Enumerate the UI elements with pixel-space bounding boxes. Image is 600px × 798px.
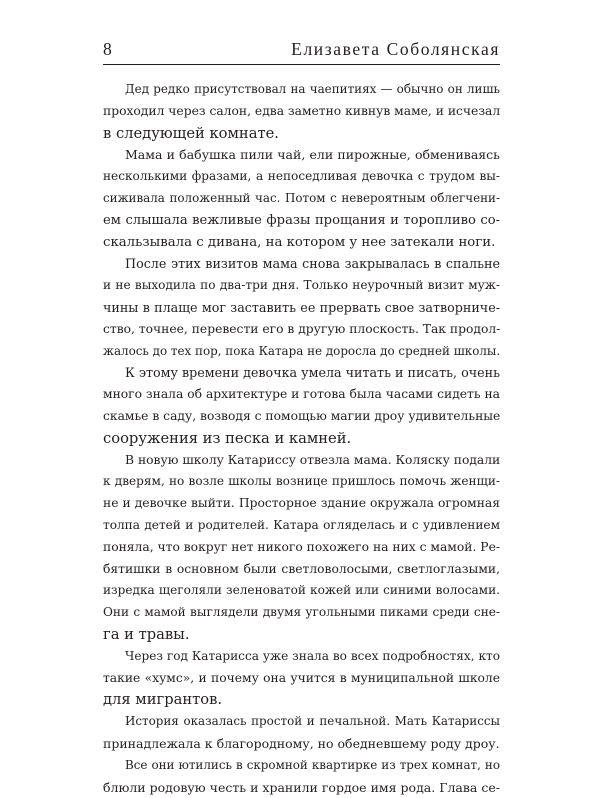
text-line: и не выходила по два-три дня. Только неурочный визит муж-	[103, 275, 500, 297]
text-line: несколькими фразами, а непоседливая девочка с трудом вы-	[103, 166, 500, 188]
paragraph	[103, 144, 500, 253]
text-line: Мама и бабушка пили чай, ели пирожные, обмениваясь	[103, 144, 500, 166]
text-line: Дед редко присутствовал на чаепитиях — обычно он лишь	[103, 79, 500, 101]
text-line: К этому времени девочка умела читать и писать, очень	[103, 362, 500, 384]
paragraph	[103, 79, 500, 144]
text-line: ем слышала вежливые фразы прощания и торопливо со-	[103, 210, 500, 232]
text-line: толпа детей и родителей. Катара огляделась и с удивлением	[103, 515, 500, 537]
text-line: чины в плаще мог заставить ее прервать свое затворниче-	[103, 297, 500, 319]
text-line: проходил через салон, едва заметно кивнув маме, и исчезал	[103, 101, 500, 123]
paragraph	[103, 450, 500, 646]
text-line: для мигрантов.	[103, 689, 500, 711]
text-line: скальзывала с дивана, на котором у нее затекали ноги.	[103, 232, 500, 254]
page-number: 8	[103, 38, 112, 60]
text-line: не и девочке выйти. Просторное здание окружала огромная	[103, 493, 500, 515]
paragraph	[103, 711, 500, 755]
running-title: Елизавета Соболянская	[291, 38, 500, 60]
page-header	[103, 38, 500, 65]
text-line: принадлежала к благородному, но обедневшему роду дроу.	[103, 733, 500, 755]
text-line: сооружения из песка и камней.	[103, 428, 500, 450]
text-line: скамье в саду, возводя с помощью магии дроу удивительные	[103, 406, 500, 428]
text-line: поняла, что вокруг нет никого похожего на них с мамой. Ре-	[103, 537, 500, 559]
text-line: сиживала положенный час. Потом с невероятным облегчени-	[103, 188, 500, 210]
text-line: бятишки в основном были светловолосыми, светлоглазыми,	[103, 559, 500, 581]
text-line: в следующей комнате.	[103, 123, 500, 145]
text-line: изредка щеголяли зеленоватой кожей или синими волосами.	[103, 580, 500, 602]
text-line: Они с мамой выглядели двумя угольными пиками среди сне-	[103, 602, 500, 624]
paragraph	[103, 755, 500, 798]
text-line: ство, точнее, перевести его в другую плоскость. Так продол-	[103, 319, 500, 341]
text-line: История оказалась простой и печальной. Мать Катариссы	[103, 711, 500, 733]
text-line: блюли родовую честь и хранили гордое имя рода. Глава се-	[103, 777, 500, 798]
paragraph	[103, 253, 500, 362]
text-line: много знала об архитектуре и готова была часами сидеть на	[103, 384, 500, 406]
text-line: В новую школу Катариссу отвезла мама. Коляску подали	[103, 450, 500, 472]
body-text	[103, 79, 500, 798]
text-line: такие «хумс», и почему она учится в муниципальной школе	[103, 668, 500, 690]
text-line: к дверям, но возле школы вознице пришлось помочь женщи-	[103, 471, 500, 493]
text-line: га и травы.	[103, 624, 500, 646]
text-line: Через год Катарисса уже знала во всех подробностях, кто	[103, 646, 500, 668]
paragraph	[103, 646, 500, 711]
paragraph	[103, 362, 500, 449]
text-line: После этих визитов мама снова закрывалась в спальне	[103, 253, 500, 275]
text-line: Все они ютились в скромной квартирке из трех комнат, но	[103, 755, 500, 777]
text-line: жалось до тех пор, пока Катара не доросла до средней школы.	[103, 341, 500, 363]
